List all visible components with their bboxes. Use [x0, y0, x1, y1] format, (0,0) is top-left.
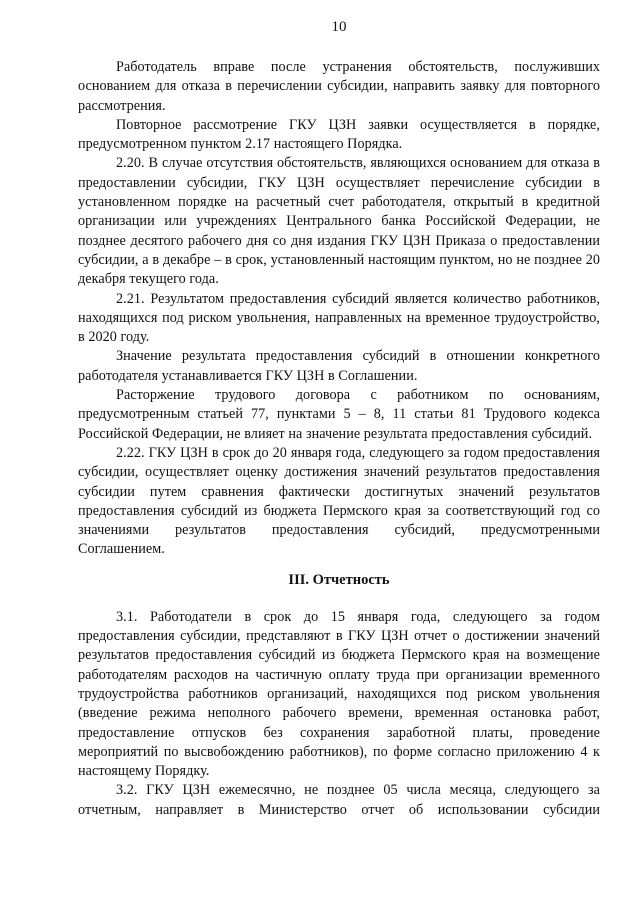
paragraph-2-20: 2.20. В случае отсутствия обстоятельств, являющихся основанием для отказа в предоставлении субсидии, ГКУ ЦЗН осуществляет перечисление субсидии в установленном порядке на расчетный счет работодателя, открытый в кредитной организации или учреждениях Центрального банка Российской Федерации, не позднее десятого рабочего дня со дня издания ГКУ ЦЗН Приказа о предоставлении субсидии, а в декабре – в срок, установленный настоящим пунктом, но не позднее 20 декабря текущего года.: [78, 155, 600, 288]
paragraph-3-2: 3.2. ГКУ ЦЗН ежемесячно, не позднее 05 числа месяца, следующего за отчетным, направляет в Министерство отчет об использовании субсидии: [78, 782, 600, 818]
paragraph: Повторное рассмотрение ГКУ ЦЗН заявки осуществляется в порядке, предусмотренном пунктом 2.17 настоящего Порядка.: [78, 116, 600, 153]
paragraph: Значение результата предоставления субсидий в отношении конкретного работодателя устанавливается ГКУ ЦЗН в Соглашении.: [78, 348, 600, 384]
paragraph: Работодатель вправе после устранения обстоятельств, послуживших основанием для отказа в перечислении субсидии, направить заявку для повторного рассмотрения.: [78, 59, 600, 114]
page-number: 10: [331, 19, 347, 35]
paragraph-3-1: 3.1. Работодатели в срок до 15 января года, следующего за годом предоставления субсидии, представляют в ГКУ ЦЗН отчет о достижении значений результатов предоставления субсидий из бюджета Пермского края на возмещение работодателям расходов на частичную оплату труда при организации временного трудоустройства работников организаций, находящихся под риском увольнения (введение режима неполного рабочего времени, временная остановка работ, предоставление отпусков без сохранения заработной платы, проведение мероприятий по высвобождению работников), по форме согласно приложению 4 к настоящему Порядку.: [78, 608, 600, 780]
paragraph: Расторжение трудового договора с работником по основаниям, предусмотренным статьей 77, пунктами 5 – 8, 11 статьи 81 Трудового кодекса Российской Федерации, не влияет на значение результата предоставления субсидий.: [78, 387, 600, 442]
paragraph-2-22: 2.22. ГКУ ЦЗН в срок до 20 января года, следующего за годом предоставления субсидии, осуществляет оценку достижения значений результатов предоставления субсидии путем сравнения фактически достигнутых значений результатов предоставления субсидий из бюджета Пермского края за соответствующий год со значениями результатов предоставления субсидий, предусмотренными Соглашением.: [78, 444, 600, 558]
section-heading: III. Отчетность: [288, 571, 390, 588]
paragraph-2-21: 2.21. Результатом предоставления субсидий является количество работников, находящихся под риском увольнения, направленных на временное трудоустройство, в 2020 году.: [78, 290, 600, 346]
